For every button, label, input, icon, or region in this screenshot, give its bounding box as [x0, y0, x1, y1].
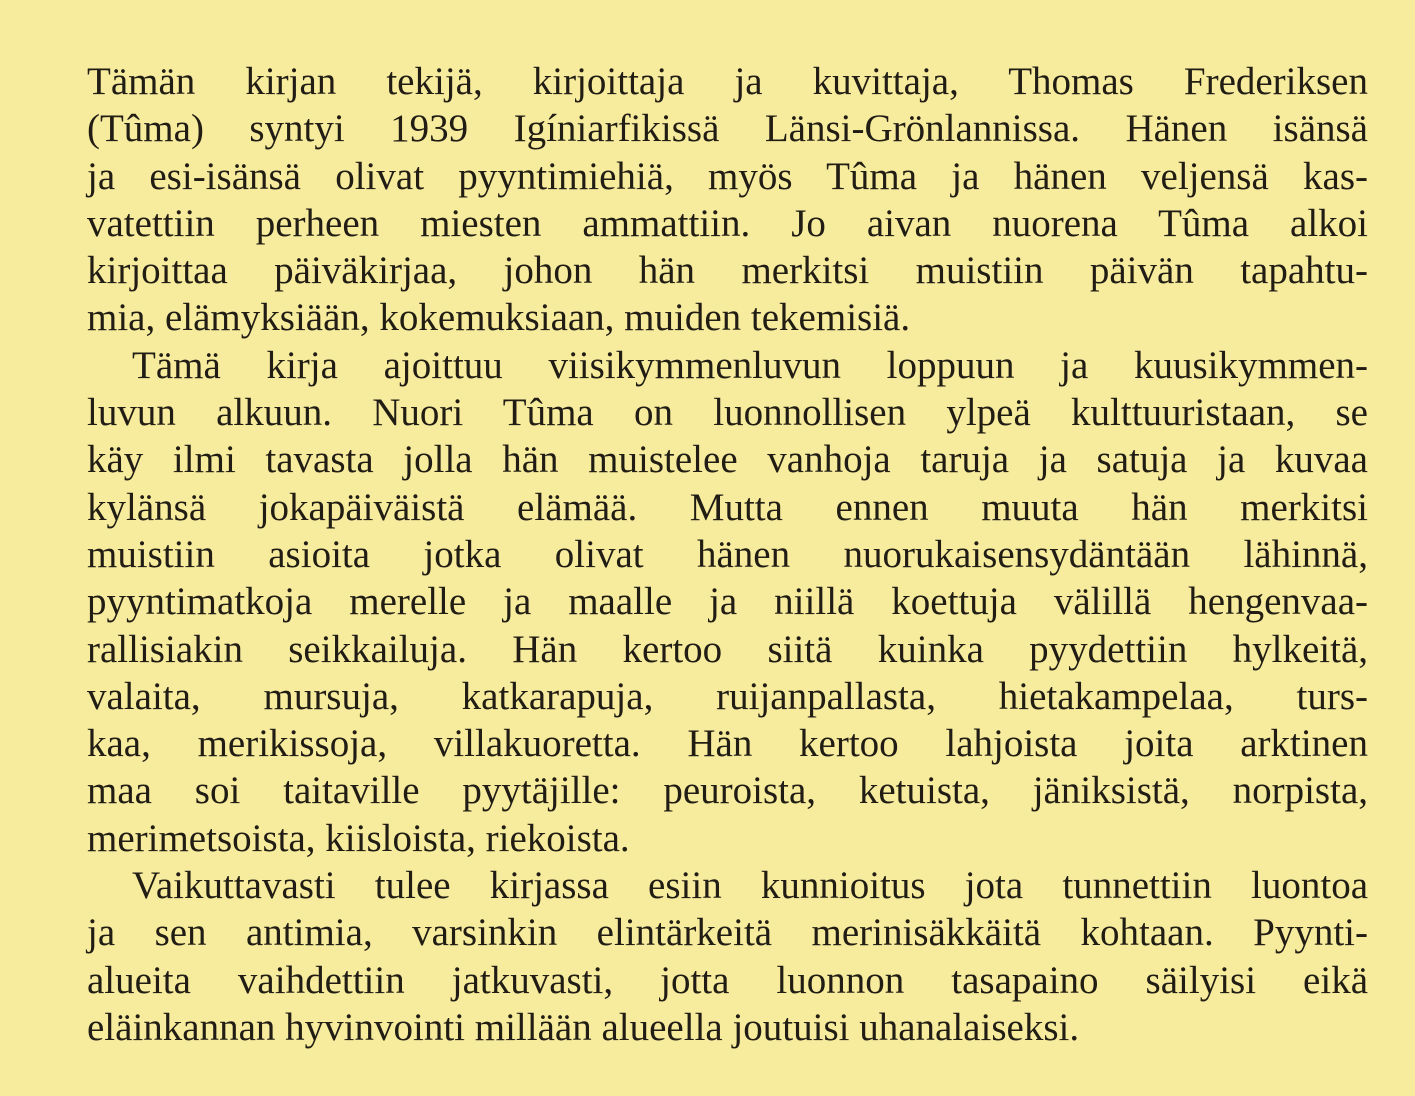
text-line: ja esi-isänsä olivat pyyntimiehiä, myös Tûma ja hänen veljensä kas-: [87, 154, 1368, 198]
paragraph: [87, 862, 1368, 1051]
paragraph: [87, 342, 1368, 862]
text-line: rallisiakin seikkailuja. Hän kertoo siitä kuinka pyydettiin hylkeitä,: [87, 627, 1368, 671]
text-line: (Tûma) syntyi 1939 Igíniarfikissä Länsi-Grönlannissa. Hänen isänsä: [87, 107, 1368, 151]
text-line: Vaikuttavasti tulee kirjassa esiin kunnioitus jota tunnettiin luontoa: [132, 864, 1368, 908]
text-line: ja sen antimia, varsinkin elintärkeitä merinisäkkäitä kohtaan. Pyynti-: [87, 911, 1368, 955]
paragraph: [87, 58, 1368, 342]
text-line: eläinkannan hyvinvointi millään alueella joutuisi uhanalaiseksi.: [87, 1005, 1080, 1049]
text-line: luvun alkuun. Nuori Tûma on luonnollisen ylpeä kulttuuristaan, se: [87, 391, 1368, 435]
text-line: alueita vaihdettiin jatkuvasti, jotta luonnon tasapaino säilyisi eikä: [87, 958, 1368, 1002]
text-line: maa soi taitaville pyytäjille: peuroista, ketuista, jäniksistä, norpista,: [87, 769, 1368, 813]
text-line: kylänsä jokapäiväistä elämää. Mutta ennen muuta hän merkitsi: [87, 485, 1368, 529]
text-line: mia, elämyksiään, kokemuksiaan, muiden tekemisiä.: [87, 296, 911, 340]
text-line: Tämä kirja ajoittuu viisikymmenluvun loppuun ja kuusikymmen-: [132, 343, 1368, 387]
text-line: muistiin asioita jotka olivat hänen nuorukaisensydäntään lähinnä,: [87, 532, 1368, 576]
text-line: pyyntimatkoja merelle ja maalle ja niillä koettuja välillä hengenvaa-: [87, 580, 1368, 624]
text-line: valaita, mursuja, katkarapuja, ruijanpallasta, hietakampelaa, turs-: [87, 674, 1368, 718]
text-line: kirjoittaa päiväkirjaa, johon hän merkitsi muistiin päivän tapahtu-: [87, 249, 1368, 293]
book-text: [87, 58, 1368, 1051]
text-line: merimetsoista, kiisloista, riekoista.: [87, 816, 630, 860]
text-line: käy ilmi tavasta jolla hän muistelee vanhoja taruja ja satuja ja kuvaa: [87, 438, 1368, 482]
text-line: Tämän kirjan tekijä, kirjoittaja ja kuvittaja, Thomas Frederiksen: [87, 60, 1368, 103]
text-line: vatettiin perheen miesten ammattiin. Jo aivan nuorena Tûma alkoi: [87, 201, 1368, 245]
text-line: kaa, merikissoja, villakuoretta. Hän kertoo lahjoista joita arktinen: [87, 722, 1368, 766]
